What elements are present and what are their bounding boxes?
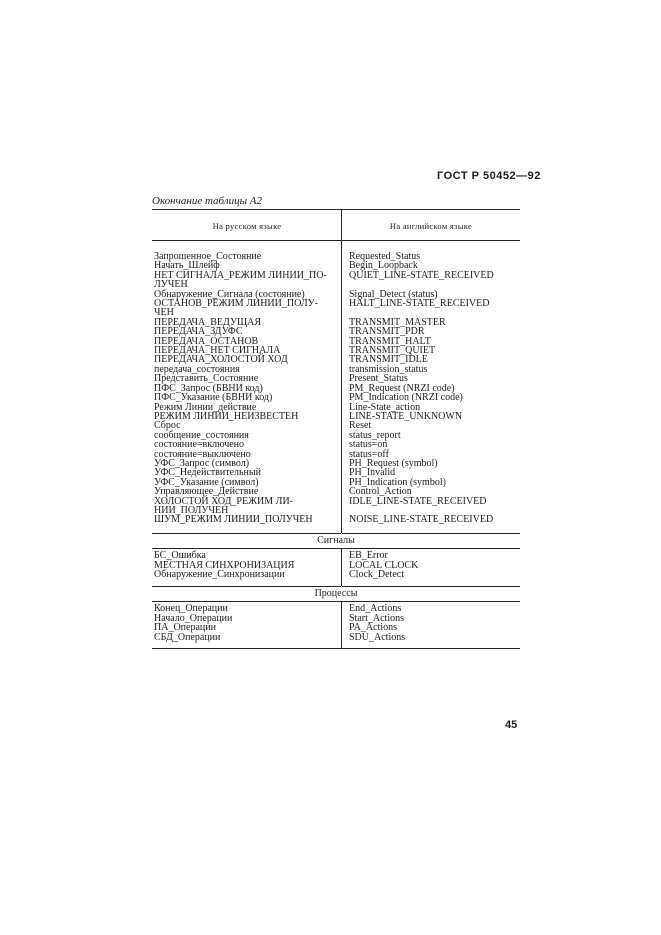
header-rule [152, 240, 520, 241]
column-header-russian: На русском языке [212, 221, 282, 231]
term-russian: РЕЖИМ ЛИНИИ_НЕИЗВЕСТЕН [154, 410, 299, 422]
term-russian: ШУМ_РЕЖИМ ЛИНИИ_ПОЛУЧЕН [154, 514, 313, 526]
term-english: PH_Indication (symbol) [349, 476, 446, 488]
term-english: IDLE_LINE-STATE_RECEIVED [349, 495, 487, 507]
term-russian: Обнаружение_Сигнала (состояние) [154, 288, 305, 300]
term-russian: Начало_Операции [154, 612, 233, 624]
term-russian: ПЕРЕДАЧА_ВЕДУЩАЯ [154, 316, 262, 328]
section-title-signals: Сигналы [317, 535, 355, 546]
term-russian: НЕТ СИГНАЛА_РЕЖИМ ЛИНИИ_ПО- ЛУЧЕН [154, 269, 327, 291]
term-english: LOCAL CLOCK [349, 559, 419, 571]
term-russian: передача_состояния [154, 363, 240, 375]
term-russian: Запрошенное_Состояние [154, 251, 262, 262]
term-russian: ПА_Операции [154, 622, 216, 634]
term-english: TRANSMIT_MASTER [349, 316, 446, 328]
term-english: EB_Error [349, 550, 388, 561]
section-title-processes: Процессы [314, 588, 358, 599]
term-english: Start_Actions [349, 612, 404, 624]
table-row [153, 633, 520, 643]
term-english: SDU_Actions [349, 631, 406, 643]
term-russian: Режим Линии_действие [154, 401, 257, 413]
table-row [153, 412, 520, 421]
term-russian: ПЕРЕДАЧА_НЕТ СИГНАЛА [154, 345, 281, 357]
term-russian: БС_Ошибка [154, 550, 206, 561]
term-english: Line-State_action [349, 401, 421, 413]
term-english: Clock_Detect [349, 569, 404, 581]
term-english: HALT_LINE-STATE_RECEIVED [349, 298, 490, 310]
signals-body [153, 551, 520, 580]
term-english: TRANSMIT_QUIET [349, 345, 436, 357]
table-row [153, 497, 520, 516]
term-russian: ХОЛОСТОЙ ХОД_РЕЖИМ ЛИ- НИИ_ПОЛУЧЕН [154, 495, 293, 516]
term-russian: ПЕРЕДАЧА_ОСТАНОВ [154, 335, 259, 347]
term-english: status_report [349, 429, 401, 441]
term-russian: СБД_Операции [154, 631, 221, 643]
term-english: Requested_Status [349, 251, 421, 262]
term-english: transmission_status [349, 363, 428, 375]
table-row [153, 271, 520, 290]
term-russian: Представить_Состояние [154, 373, 259, 385]
processes-body [153, 604, 520, 642]
term-english: PM_Request (NRZI code) [349, 382, 455, 394]
term-russian: состояние=выключено [154, 448, 251, 460]
term-english: Control_Action [349, 486, 412, 498]
term-russian: ПФС_Указание (БВНИ код) [154, 392, 273, 404]
term-english: NOISE_LINE-STATE_RECEIVED [349, 514, 494, 526]
term-russian: ПФС_Запрос (БВНИ код) [154, 382, 263, 394]
term-russian: состояние=включено [154, 439, 245, 451]
table-row [153, 570, 520, 580]
table-row [153, 299, 520, 318]
term-english: PH_Request (symbol) [349, 457, 438, 469]
term-english: TRANSMIT_IDLE [349, 354, 428, 366]
term-russian: Начать_Шлейф [154, 260, 220, 272]
term-english: QUIET_LINE-STATE_RECEIVED [349, 269, 494, 281]
signals-top-rule [152, 533, 520, 534]
term-english: status=off [349, 448, 389, 460]
term-english: PA_Actions [349, 622, 397, 634]
table-caption: Окончание таблицы А2 [152, 195, 263, 207]
document-code: ГОСТ Р 50452—92 [437, 170, 541, 182]
term-english: Signal_Detect (status) [349, 288, 438, 300]
term-english: PH_Invalid [349, 467, 396, 479]
term-russian: Управляющее_Действие [154, 486, 259, 498]
term-english: LINE-STATE_UNKNOWN [349, 410, 463, 422]
term-russian: УФС_Запрос (символ) [154, 457, 250, 469]
term-russian: ПЕРЕДАЧА_ЗДУФС [154, 326, 243, 338]
term-english: Present_Status [349, 373, 408, 385]
term-english: End_Actions [349, 603, 402, 614]
term-russian: Обнаружение_Синхронизации [154, 569, 285, 581]
term-russian: УФС_Указание (символ) [154, 476, 259, 488]
signals-bottom-rule [152, 548, 520, 549]
table-body [153, 252, 520, 525]
term-russian: сообщение_состояния [154, 429, 249, 441]
term-russian: ОСТАНОВ_РЕЖИМ ЛИНИИ_ПОЛУ- ЧЕН [154, 298, 319, 319]
page-number: 45 [505, 719, 518, 731]
term-english: TRANSMIT_HALT [349, 335, 431, 347]
term-russian: Конец_Операции [154, 603, 228, 614]
term-russian: Сброс [154, 420, 181, 432]
term-english: Reset [349, 420, 372, 432]
term-russian: МЕСТНАЯ СИНХРОНИЗАЦИЯ [154, 559, 295, 571]
processes-bottom-rule [152, 601, 520, 602]
processes-top-rule [152, 586, 520, 587]
term-russian: УФС_Недействительный [154, 467, 261, 479]
term-russian: ПЕРЕДАЧА_ХОЛОСТОЙ ХОД [154, 354, 288, 366]
table-row [153, 515, 520, 524]
term-english: TRANSMIT_PDR [349, 326, 425, 338]
column-header-english: На английском языке [389, 221, 473, 231]
term-english: status=on [349, 439, 388, 451]
term-english: Begin_Loopback [349, 260, 418, 272]
term-english: PM_Indication (NRZI code) [349, 392, 463, 404]
